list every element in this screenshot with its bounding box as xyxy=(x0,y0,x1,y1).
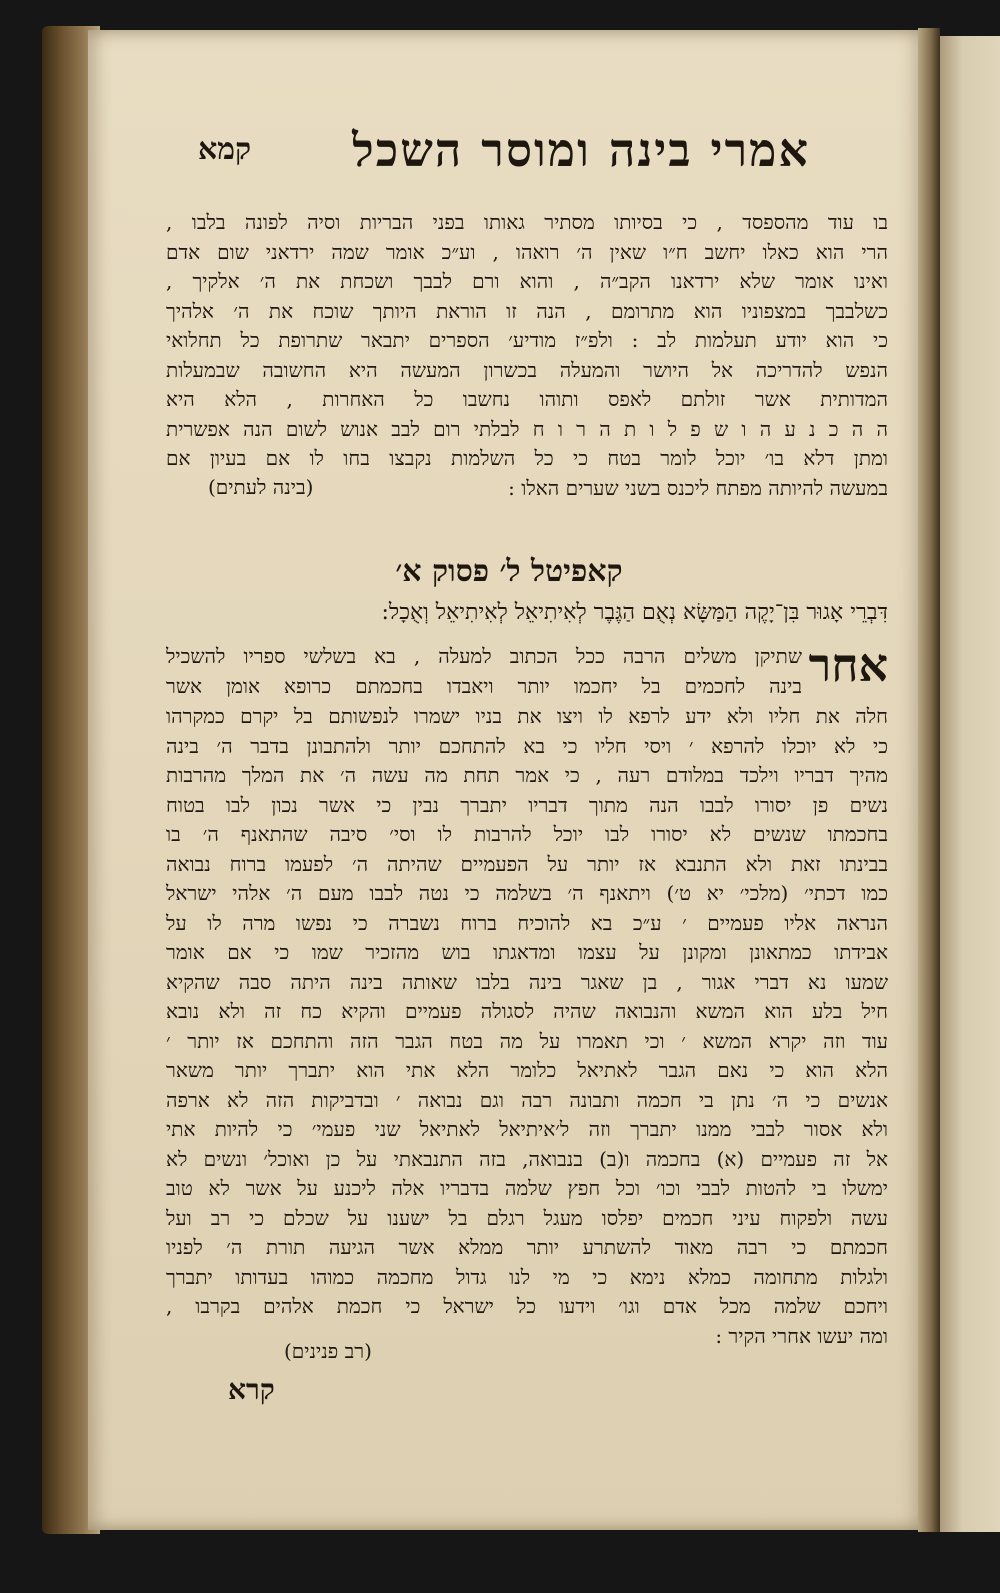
book-gutter xyxy=(918,28,940,1532)
text-line: ומתן דלא בו׳ יוכל לומר בטח כי כל השלמות נקבצו בחו לו אם בעיון אם xyxy=(166,446,888,470)
text-line: אל זה פעמיים (א) בחכמה ו(ב) בנבואה, בזה התנבאתי על כן ואוכל׳ ונשים לא xyxy=(166,1146,888,1171)
text-line: כי הוא יודע תעלמות לב : ולפ״ז מודיע׳ הספרים יתבאר שתרופת כל תחלואי xyxy=(166,328,888,352)
text-line: כי לא יוכלו להרפא ׳ ויסי חליו כי בא להתחכם יותר ולהתבונן בדבר ה׳ בינה xyxy=(166,733,888,758)
running-head: אמרי בינה ומוסר השכל xyxy=(352,123,810,177)
text-line: ויחכם שלמה מכל אדם וגו׳ וידעו כל ישראל כי חכמת אלהים בקרבו , xyxy=(166,1294,888,1318)
text-line: ומה יעשו אחרי הקיר : xyxy=(715,1323,888,1348)
text-line: המדותית אשר זולתם לאפס ותוהו נחשבו כל האחרות , הלא היא xyxy=(166,387,888,411)
text-line: הרי הוא כאלו יחשב ח״ו שאין ה׳ רואהו , וע״כ אומר שמה ירדאני שום אדם xyxy=(166,239,888,264)
initial-word: אחר xyxy=(808,638,888,692)
text-line: ולגלות מתחומה כמלא נימא כי מי לנו גדול מחכמה כמוהו בעדותו יתברך xyxy=(166,1264,888,1289)
paragraph-1 xyxy=(166,208,888,503)
text-line: כמו דכתי׳ (מלכי׳ יא ט׳) ויתאנף ה׳ בשלמה כי נטה לבבו מעם ה׳ אלהי ישראל xyxy=(166,881,888,905)
text-line: ואינו אומר שלא ירדאנו הקב״ה , והוא ורם לבבך ושכחת את ה׳ אלקיך , xyxy=(166,269,888,293)
chapter-heading: קאפיטל ל׳ פסוק א׳ xyxy=(395,554,623,589)
text-line: כשלבבך במצפוניו הוא מתרומם , הנה זו הוראת היותך שוכח את ה׳ אלהיך xyxy=(166,298,888,323)
text-line: עוד וזה יקרא המשא ׳ וכי תאמרו על מה בטח הגבר הזה והתחכם אז יותר ׳ xyxy=(166,1028,888,1053)
text-line: חלה את חליו ולא ידע לרפא לו ויצו את בניו ישמרו לנפשותם בל יקרם כמקרהו xyxy=(166,704,888,728)
text-line: בינה לחכמים בל יחכמו יותר ויאבדו בחכמתם כרופא אומן אשר xyxy=(166,673,802,698)
text-line: חכמתם כי רבה מאוד להשתרע יותר ממלא אשר הגיעה תורת ה׳ לפניו xyxy=(166,1235,888,1259)
text-line: הנראה אליו פעמיים ׳ ע״כ בא להוכיח ברוח נשברה כי נפשו מרה לו על xyxy=(166,910,888,935)
text-line: שמעו נא דברי אגור , בן שאגר בינה בלבו שאותה בינה היתה סבה שהקיא xyxy=(166,969,888,994)
text-line: אבידתו כמתאונן ומקונן על עצמו ומדאגתו בוש מהזכיר שמו כי אם אומר xyxy=(166,940,888,964)
text-line: עשה ולפקוח עיני חכמים יפלסו מעגל רגלם בל ישענו על שכלם כי רב ועל xyxy=(166,1205,888,1230)
source-citation: (רב פנינים) xyxy=(284,1339,372,1363)
text-line: חיל בלע הוא המשא והנבואה שהיה לסגולה פעמיים והקיא כח זה ולא נובא xyxy=(166,999,888,1023)
text-line: בחכמתו שנשים לא יסורו לבו יוכל להרבות לו וסי׳ סיבה שהתאנף ה׳ בו xyxy=(166,822,888,846)
text-line: במעשה להיותה מפתח ליכנס בשני שערים האלו : xyxy=(508,475,888,500)
facing-page-edge xyxy=(938,36,1000,1532)
folio-number: קמא xyxy=(198,132,252,167)
paragraph-2 xyxy=(166,702,888,1351)
paragraph-2-opening xyxy=(166,642,802,701)
text-line: מהיך דבריו וילכד במלודם רעה , כי אמר תחת מה עשה ה׳ את המלך מהרבות xyxy=(166,763,888,787)
text-line: שתיקן משלים הרבה ככל הכתוב למעלה , בא בשלשי ספריו להשכיל xyxy=(166,644,802,668)
page-header xyxy=(188,118,890,182)
source-citation: (בינה לעתים) xyxy=(208,475,314,499)
text-line: אנשים כי ה׳ נתן בי חכמה ותבונה רבה וגם נבואה ׳ ובדביקות הזה לא ארפה xyxy=(166,1087,888,1112)
book-page xyxy=(88,30,930,1530)
text-line: בו עוד מהספסד , כי בסיותו מסתיר גאותו בפני הבריות וסיה לפונה בלבו , xyxy=(166,210,888,234)
catchword: קרא xyxy=(228,1373,275,1406)
text-line: בבינתו זאת ולא התנבא אז יותר על הפעמיים שהיתה ה׳ לפעמו ברוח נבואה xyxy=(166,851,888,876)
text-line: הלא הוא כי נאם הגבר לאתיאל כלומר הלא אתי הוא יתברך יותר משאר xyxy=(166,1058,888,1082)
text-line: ולא אסור לבבי ממנו יתברך וזה ל׳איתיאל לאתיאל שני פעמי׳ כי להיות אתי xyxy=(166,1117,888,1141)
text-line: הנפש להדריכה אל היושר והמעלה בכשרון המעשה היא החשובה שבמעלות xyxy=(166,357,888,382)
text-line: ימשלו בי להטות לבבי וכו׳ וכל חפץ שלמה בדבריו אלה ליכנע על אשר לא טוב xyxy=(166,1176,888,1200)
text-line: נשים פן יסורו לבבו הנה מתוך דבריו יתברך נבין כי אשר נכון לבו בטוח xyxy=(166,792,888,817)
text-line: ה ה כ נ ע ה ו ש פ ל ו ת ה ר ו ח לבלתי רום לבב אנוש לשום הנה אפשרית xyxy=(166,416,888,441)
verse-text: דִּבְרֵי אָגוּר בִּן־יָקֶה הַמַּשָּׂא נְאֻם הַגֶּבֶר לְאִיתִיאֵל לְאִיתִיאֵל וְאֻכָל: xyxy=(381,600,888,625)
